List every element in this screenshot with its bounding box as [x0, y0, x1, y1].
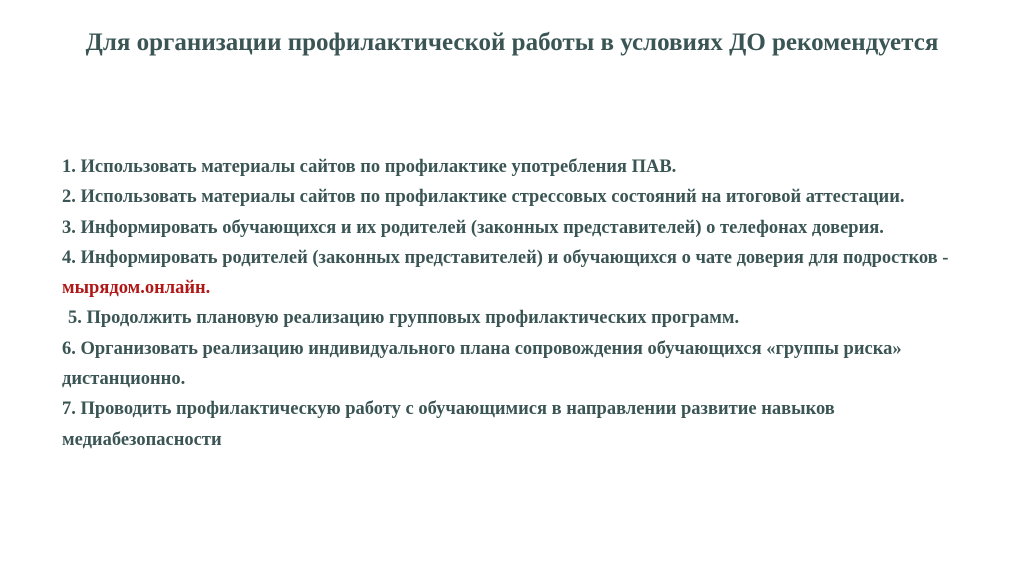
list-item: [62, 334, 982, 395]
list-item: [62, 303, 982, 333]
list-item-text: 4. Информировать родителей (законных представителей) и обучающихся о чате доверия для подростков -: [62, 247, 949, 268]
list-item-text: 6. Организовать реализацию индивидуального плана сопровождения обучающихся «группы риска» дистанционно.: [62, 338, 902, 390]
list-item: [62, 243, 982, 304]
list-item-text: 2. Использовать материалы сайтов по профилактике стрессовых состояний на итоговой аттестации.: [62, 187, 905, 208]
recommendations-list: [62, 152, 982, 455]
list-item-text: 7. Проводить профилактическую работу с обучающимися в направлении развитие навыков медиабезопасности: [62, 399, 835, 450]
list-item: [62, 394, 982, 455]
chat-link[interactable]: мырядом.онлайн.: [62, 278, 211, 299]
list-item-text: 1. Использовать материалы сайтов по профилактике употребления ПАВ.: [62, 157, 677, 177]
list-item: [62, 152, 982, 182]
slide-title: Для организации профилактической работы в условиях ДО рекомендуется: [85, 29, 939, 56]
list-item-text: 3. Информировать обучающихся и их родителей (законных представителей) о телефонах доверия.: [62, 217, 884, 238]
list-item-text: 5. Продолжить плановую реализацию групповых профилактических программ.: [68, 308, 740, 329]
list-item: [62, 182, 982, 212]
list-item: [62, 213, 982, 243]
